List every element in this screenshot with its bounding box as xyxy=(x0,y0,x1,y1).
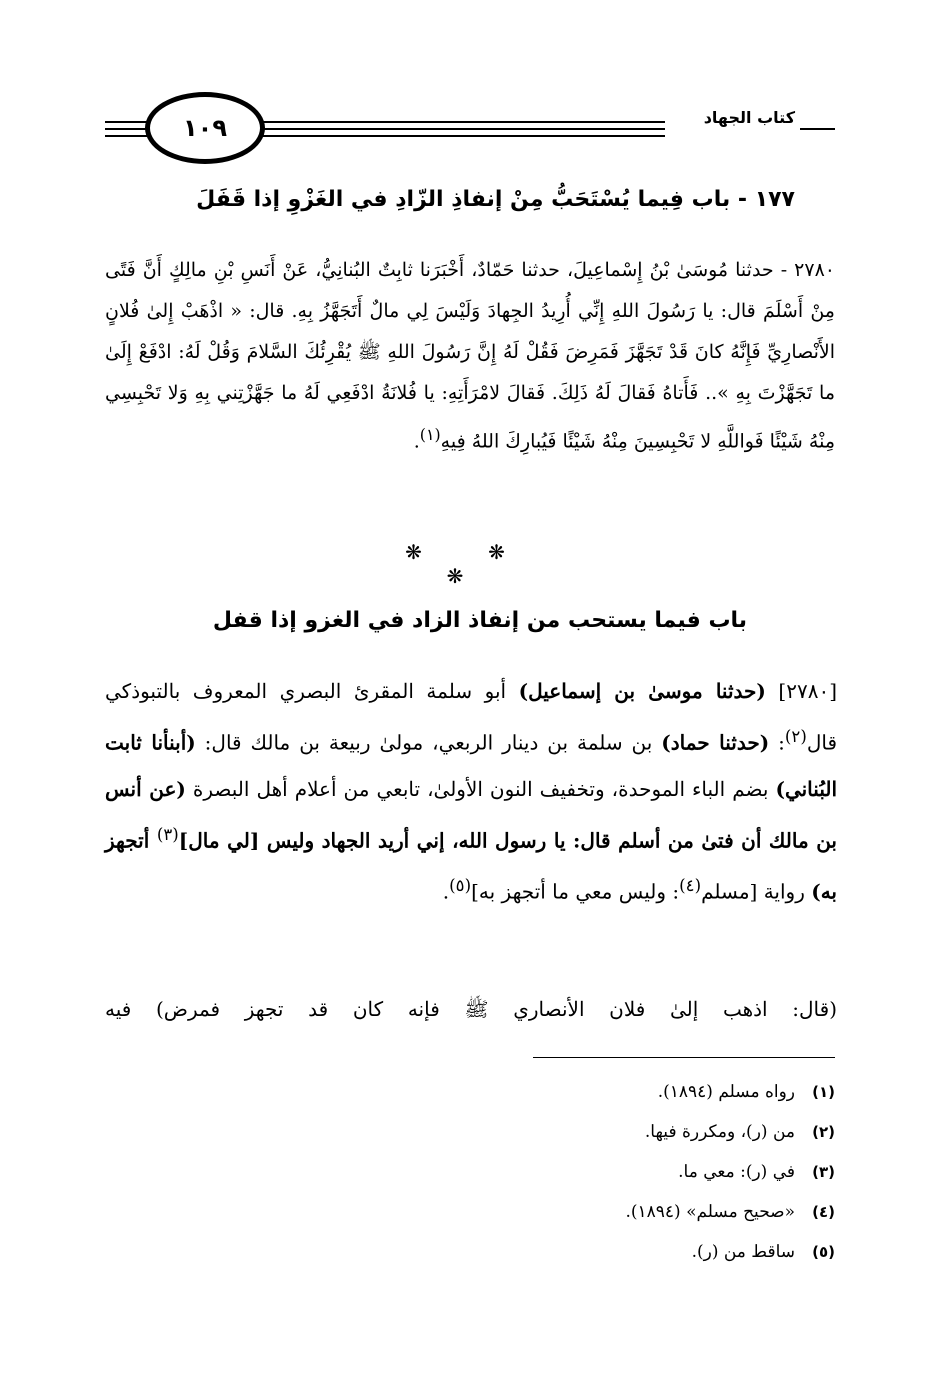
commentary-segment: بضم الباء الموحدة، وتخفيف النون الأولىٰ، تابعي من أعلام أهل البصرة xyxy=(185,776,776,801)
commentary-segment: : xyxy=(769,730,785,755)
footnote-number: (١) xyxy=(812,1083,835,1101)
commentary-segment: بن سلمة بن دينار الربعي، مولىٰ ربيعة بن مالك قال: xyxy=(195,730,662,755)
footnote-text: «صحيح مسلم» (١٨٩٤). xyxy=(625,1202,795,1222)
commentary-text xyxy=(105,668,837,978)
footnote-text: من (ر)، ومكررة فيها. xyxy=(644,1122,795,1142)
commentary-segment: . xyxy=(442,879,450,904)
commentary-segment: : وليس معي ما أتجهز به] xyxy=(471,879,680,904)
footnote-text: في (ر): معي ما. xyxy=(678,1162,795,1182)
footnote-text: ساقط من (ر). xyxy=(691,1242,795,1262)
footnote-item xyxy=(460,1232,835,1272)
commentary-segment: (حدثنا موسىٰ بن إسماعيل) xyxy=(518,679,766,703)
running-title: كتاب الجهاد xyxy=(675,108,795,134)
commentary-segment: [٢٧٨٠] xyxy=(765,679,837,703)
footnote-ref: (٣) xyxy=(156,824,179,844)
chapter-heading: ١٧٧ - باب فِيما يُسْتَحَبُّ مِنْ إنفاذِ الزّادِ في الغَزْوِ إذا قَفَلَ xyxy=(196,187,795,212)
footnote-number: (٥) xyxy=(812,1243,835,1261)
footnote-ref: (٥) xyxy=(449,876,472,896)
header-rule xyxy=(800,128,835,130)
page-header xyxy=(105,88,835,172)
footnote-ref: (٢) xyxy=(784,727,807,746)
footnote-item xyxy=(460,1192,835,1232)
commentary-last-line: (قال: اذهب إلىٰ فلان الأنصاري ﷺ فإنه كان قد تجهز فمرض) فيه xyxy=(105,997,837,1021)
footnote-text: رواه مسلم (١٨٩٤). xyxy=(657,1082,795,1102)
commentary-heading: باب فيما يستحب من إنفاذ الزاد في الغزو إذا قفل xyxy=(212,608,748,633)
footnote-item xyxy=(460,1112,835,1152)
footnote-number: (٣) xyxy=(812,1163,835,1181)
footnote-number: (٢) xyxy=(812,1123,835,1141)
hadith-body: ٢٧٨٠ - حدثنا مُوسَىٰ بْنُ إِسْماعِيلَ، حدثنا حَمّادٌ، أَخْبَرَنا ثابِتٌ البُنانِيُّ، عَنْ أَنَسِ بْنِ مالِكٍ أَنَّ فَتًى مِنْ أَسْلَمَ قال: يا رَسُولَ اللهِ إِنِّي أُرِيدُ الجِهادَ وَلَيْسَ لِي مالٌ أَتَجَهَّزُ بِهِ. قال: « اذْهَبْ إِلىٰ فُلانٍ الأَنْصارِيِّ فَإِنَّهُ كانَ قَدْ تَجَهَّزَ فَمَرِضَ فَقُلْ لَهُ إِنَّ رَسُولَ اللهِ ﷺ يُقْرِئُكَ السَّلامَ وَقُلْ لَهُ: ادْفَعْ إِلَىٰ ما تَجَهَّزْتَ بِهِ ».. فَأَتاهُ فَقالَ لَهُ ذَلِكَ. فَقالَ لامْرَأَتِهِ: يا فُلانَةُ ادْفَعِي لَهُ ما جَهَّزْتِني بِهِ وَلا تَحْبِسِي مِنْهُ شَيْئًا فَواللَّهِ لا تَحْبِسِينَ مِنْهُ شَيْئًا فَيُبارِكَ اللهُ فِيهِ xyxy=(105,259,835,453)
footnote-ref: (١) xyxy=(419,425,441,444)
footnote-divider xyxy=(533,1057,835,1058)
page-number: ١٠٩ xyxy=(145,92,265,164)
footnote-item xyxy=(460,1152,835,1192)
commentary-segment: (أبنأنا ثابت البُناني) xyxy=(105,730,837,801)
commentary-segment: (حدثنا حماد) xyxy=(661,730,770,755)
footnote-number: (٤) xyxy=(812,1203,835,1221)
commentary-segment: (عن أنس بن مالك أن فتىٰ من أسلم قال: يا رسول الله، إني أريد الجهاد وليس [لي مال] xyxy=(105,776,837,853)
separator-stars: ❋ ❋ ❋ xyxy=(405,540,535,588)
hadith-text: ٢٧٨٠ - حدثنا مُوسَىٰ بْنُ إِسْماعِيلَ، حدثنا حَمّادٌ، أَخْبَرَنا ثابِتٌ البُنانِيُّ، عَنْ أَنَسِ بْنِ مالِكٍ أَنَّ فَتًى مِنْ أَسْلَمَ قال: يا رَسُولَ اللهِ إِنِّي أُرِيدُ الجِهادَ وَلَيْسَ لِي مالٌ أَتَجَهَّزُ بِهِ. قال: « اذْهَبْ إِلىٰ فُلانٍ الأَنْصارِيِّ فَإِنَّهُ كانَ قَدْ تَجَهَّزَ فَمَرِضَ فَقُلْ لَهُ إِنَّ رَسُولَ اللهِ ﷺ يُقْرِئُكَ السَّلامَ وَقُلْ لَهُ: ادْفَعْ إِلَىٰ ما تَجَهَّزْتَ بِهِ ».. فَأَتاهُ فَقالَ لَهُ ذَلِكَ. فَقالَ لامْرَأَتِهِ: يا فُلانَةُ ادْفَعِي لَهُ ما جَهَّزْتِني بِهِ وَلا تَحْبِسِي مِنْهُ شَيْئًا فَواللَّهِ لا تَحْبِسِينَ مِنْهُ شَيْئًا فَيُبارِكَ اللهُ فِيهِ$^{(١)}$. xyxy=(105,259,835,453)
footnotes xyxy=(460,1072,835,1272)
commentary-segment: أبو سلمة المقرئ البصري المعروف بالتبوذكي قال xyxy=(105,679,837,755)
footnote-item xyxy=(460,1072,835,1112)
commentary-segment: رواية [مسلم xyxy=(701,879,812,904)
commentary-segment: أتجهز به) xyxy=(105,828,837,904)
footnote-ref: (٤) xyxy=(679,876,702,896)
